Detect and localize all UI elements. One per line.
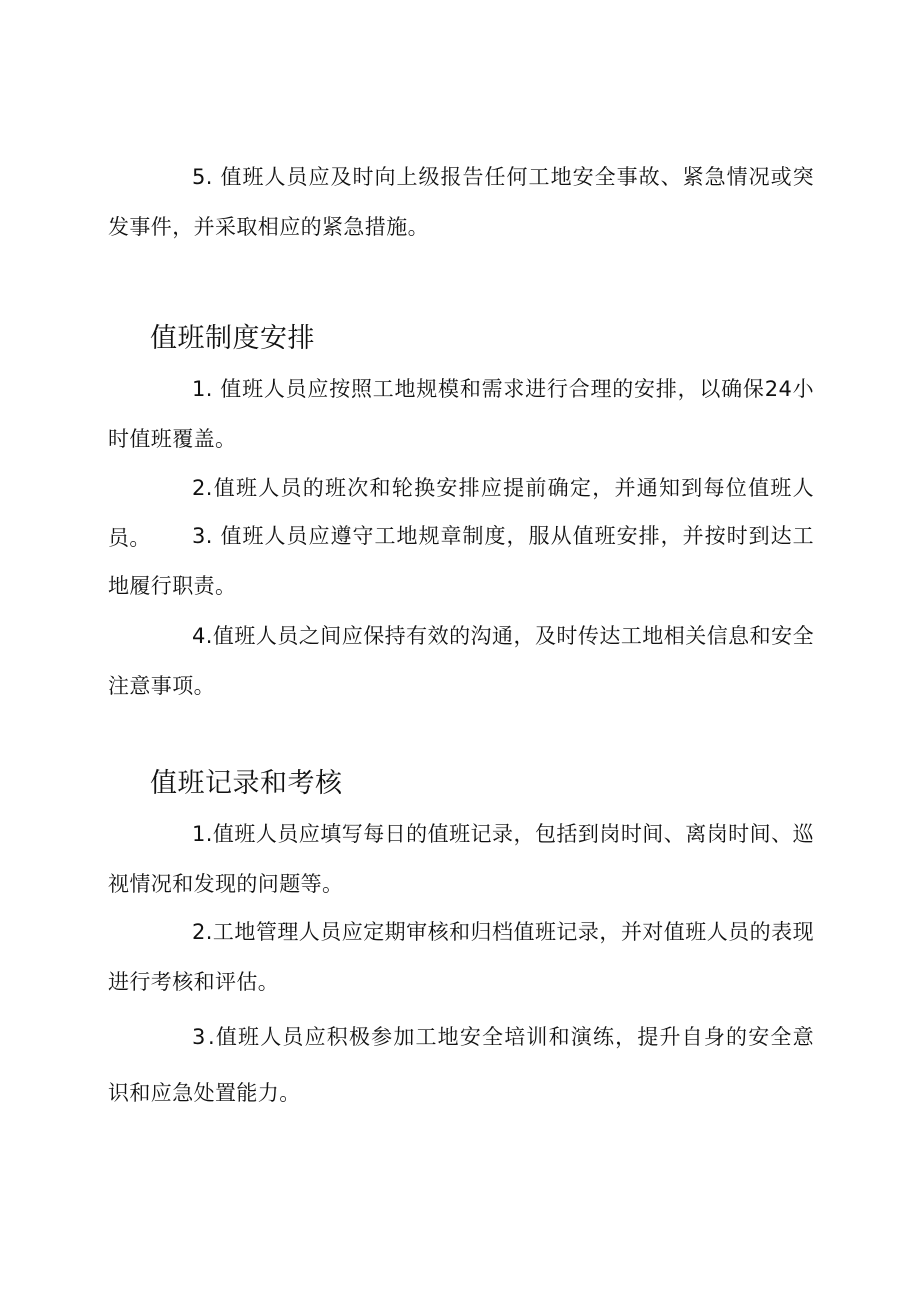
item-number: 3 — [192, 1025, 206, 1049]
section-heading-duty-records: 值班记录和考核 — [150, 768, 343, 799]
list-item — [108, 364, 814, 464]
item-number: 2 — [192, 476, 206, 500]
item-number: 1 — [192, 377, 206, 401]
item-number: 2 — [192, 920, 206, 944]
list-item — [108, 511, 814, 611]
item-text: .值班人员之间应保持有效的沟通，及时传达工地相关信息和安全注意事项。 — [108, 624, 814, 698]
item-number: 3 — [192, 524, 206, 548]
list-item — [108, 152, 814, 252]
list-item — [108, 1009, 814, 1121]
list-item — [108, 809, 814, 909]
item-number: 5 — [192, 165, 206, 189]
item-text: .值班人员的班次和轮换安排应提前确定，并通知到每位值班人员。 — [108, 476, 814, 550]
item-number: 4 — [192, 624, 206, 648]
item-text: .值班人员应填写每日的值班记录，包括到岗时间、离岗时间、巡视情况和发现的问题等。 — [108, 822, 814, 896]
item-text: .工地管理人员应定期审核和归档值班记录，并对值班人员的表现进行考核和评估。 — [108, 920, 814, 994]
item-text: . 值班人员应遵守工地规章制度，服从值班安排，并按时到达工地履行职责。 — [108, 524, 814, 598]
list-item — [108, 907, 814, 1007]
item-text: . 值班人员应及时向上级报告任何工地安全事故、紧急情况或突发事件，并采取相应的紧急措施。 — [108, 165, 814, 239]
item-text: . 值班人员应按照工地规模和需求进行合理的安排，以确保24小时值班覆盖。 — [108, 377, 814, 451]
list-item — [108, 611, 814, 711]
item-number: 1 — [192, 822, 206, 846]
item-text: .值班人员应积极参加工地安全培训和演练，提升自身的安全意识和应急处置能力。 — [108, 1025, 814, 1105]
section-heading-duty-schedule: 值班制度安排 — [150, 323, 315, 354]
